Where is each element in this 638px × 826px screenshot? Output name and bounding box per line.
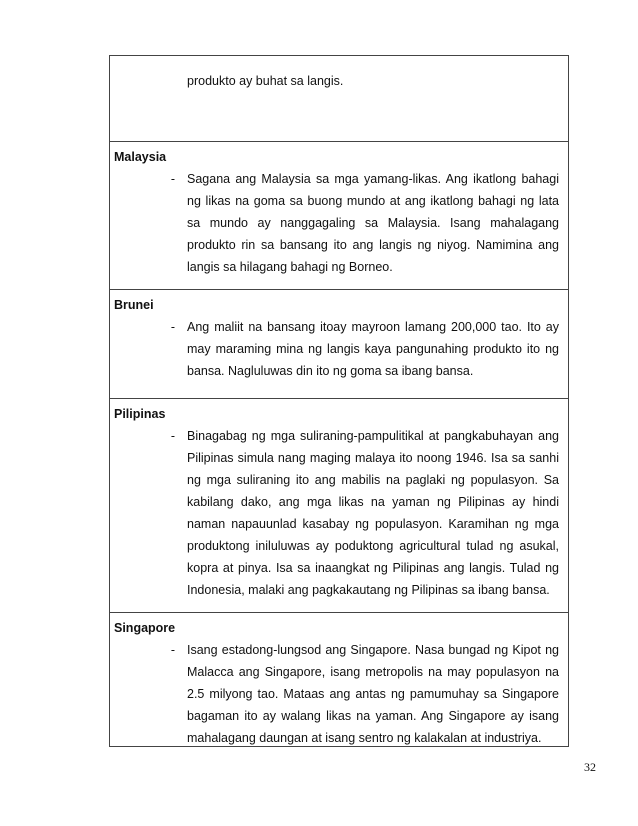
country-table xyxy=(109,55,569,747)
section-title: Malaysia xyxy=(114,150,167,164)
bullet-dash: - xyxy=(170,643,175,657)
section-pilipinas xyxy=(110,399,568,613)
section-text: Sagana ang Malaysia sa mga yamang-likas. Ang ikatlong bahagi ng likas na goma sa buong mundo at ang ikatlong bahagi ng lata sa mundo ay nanggagaling sa Malaysia. Isang mahalagang produkto rin sa bansang ito ang langis ng niyog. Namimina ang langis sa hilagang bahagi ng Borneo. xyxy=(187,172,559,274)
section-brunei xyxy=(110,290,568,399)
section-singapore xyxy=(110,613,568,747)
intro-text: produkto ay buhat sa langis. xyxy=(187,74,344,88)
section-text: Binagabag ng mga suliraning-pampulitikal at pangkabuhayan ang Pilipinas simula nang maging malaya ito noong 1946. Isa sa sanhi ng mga suliraning ito ang mabilis na paglaki ng populasyon. Sa kabilang dako, ang mga likas na yaman ng Pilipinas ay hindi naman napauunlad kasabay ng populasyon. Karamihan ng mga produktong iniluluwas ay poduktong agricultural tulad ng asukal, kopra at pinya. Isa sa inaangkat ng Pilipinas ang langis. Tulad ng Indonesia, malaki ang pagkakautang ng Pilipinas sa ibang bansa. xyxy=(187,429,559,597)
section-title: Singapore xyxy=(114,621,176,635)
section-title: Brunei xyxy=(114,298,154,312)
section-text: Isang estadong-lungsod ang Singapore. Nasa bungad ng Kipot ng Malacca ang Singapore, isang metropolis na may populasyon na 2.5 milyong tao. Mataas ang antas ng pamumuhay sa Singapore bagaman ito ay walang likas na yaman. Ang Singapore ay isang mahalagang daungan at isang sentro ng kalakalan at industriya. xyxy=(187,643,559,745)
section-malaysia xyxy=(110,142,568,290)
bullet-dash: - xyxy=(170,172,175,186)
intro-cell xyxy=(110,56,568,142)
section-text: Ang maliit na bansang itoay mayroon lamang 200,000 tao. Ito ay may maraming mina ng langis kaya pangunahing produkto ito ng bansa. Nagluluwas din ito ng goma sa ibang bansa. xyxy=(187,320,559,378)
bullet-dash: - xyxy=(170,320,175,334)
page-number: 32 xyxy=(584,760,596,774)
section-title: Pilipinas xyxy=(114,407,166,421)
bullet-dash: - xyxy=(170,429,175,443)
